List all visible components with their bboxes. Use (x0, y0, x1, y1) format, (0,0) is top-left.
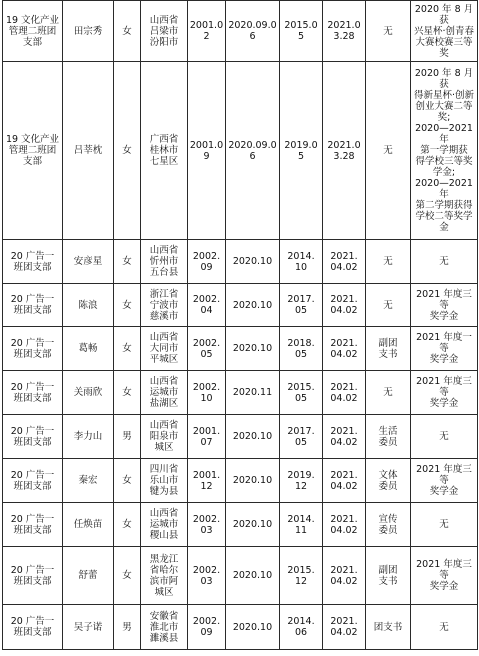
branch-cell-text: 19 文化产业 管理二班团 支部 (5, 14, 60, 48)
origin-cell-text: 山西省 忻州市 五台县 (149, 245, 179, 278)
league-join-date-cell-text: 2014. 06 (287, 616, 315, 638)
birth-date-cell-text: 2002. 09 (192, 616, 221, 638)
branch-cell-text: 20 广告一 班团支部 (10, 294, 55, 316)
gender-cell (114, 284, 141, 327)
branch-cell-text: 20 广告一 班团支部 (10, 337, 55, 360)
awards-cell (411, 547, 478, 605)
position-cell-text: 无 (383, 145, 393, 156)
table-row (3, 327, 478, 371)
awards-cell (411, 62, 478, 240)
table-body (3, 1, 478, 650)
activist-date-cell-text: 2021. 04.02 (330, 337, 358, 360)
gender-cell-text: 女 (122, 387, 132, 398)
birth-date-cell (188, 415, 226, 459)
application-date-cell-text: 2020.10 (232, 256, 273, 267)
birth-date-cell (188, 503, 226, 547)
name-cell (63, 605, 114, 650)
awards-cell (411, 371, 478, 415)
awards-cell-text: 2021 年度一 等 奖学金 (416, 332, 472, 365)
table-row (3, 284, 478, 327)
application-date-cell-text: 2020.10 (232, 570, 273, 581)
origin-cell (141, 459, 188, 503)
activist-date-cell (323, 284, 366, 327)
league-join-date-cell-text: 2015.0 5 (284, 20, 318, 42)
origin-cell-text: 山西省 大同市 平城区 (149, 332, 179, 365)
application-date-cell (226, 284, 280, 327)
position-cell-text: 无 (383, 25, 393, 37)
league-join-date-cell-text: 2019. 12 (287, 469, 315, 492)
branch-cell (3, 371, 63, 415)
activist-date-cell (323, 459, 366, 503)
league-join-date-cell (280, 327, 323, 371)
application-date-cell-text: 2020.09.0 6 (228, 139, 277, 162)
name-cell (63, 547, 114, 605)
birth-date-cell-text: 2001.0 9 (189, 139, 224, 162)
position-cell (366, 371, 411, 415)
name-cell (63, 240, 114, 284)
branch-cell-text: 20 广告一 班团支部 (10, 469, 55, 492)
application-date-cell (226, 605, 280, 650)
league-join-date-cell (280, 1, 323, 62)
activist-date-cell (323, 415, 366, 459)
origin-cell (141, 547, 188, 605)
origin-cell-text: 黑龙江 省哈尔 滨市阿 城区 (149, 553, 179, 598)
league-join-date-cell (280, 62, 323, 240)
branch-cell (3, 62, 63, 240)
activist-date-cell (323, 327, 366, 371)
awards-cell-text: 2021 年度三 等 奖学金 (416, 288, 472, 322)
birth-date-cell (188, 284, 226, 327)
application-date-cell (226, 371, 280, 415)
gender-cell (114, 459, 141, 503)
branch-cell (3, 547, 63, 605)
table-row (3, 503, 478, 547)
name-cell-text: 葛畅 (78, 343, 98, 354)
gender-cell-text: 女 (122, 343, 132, 354)
awards-cell-text: 无 (439, 431, 449, 442)
position-cell-text: 副团 支书 (378, 564, 398, 587)
origin-cell-text: 山西省 运城市 盐湖区 (149, 376, 179, 409)
origin-cell-text: 广西省 桂林市 七星区 (149, 134, 179, 167)
table-row (3, 605, 478, 650)
gender-cell-text: 男 (122, 431, 132, 442)
league-join-date-cell-text: 2019.0 5 (284, 139, 318, 162)
birth-date-cell (188, 327, 226, 371)
activist-date-cell-text: 2021.0 3.28 (327, 139, 361, 162)
birth-date-cell-text: 2001. 07 (192, 425, 221, 448)
gender-cell (114, 503, 141, 547)
table-row (3, 547, 478, 605)
gender-cell-text: 女 (122, 299, 132, 311)
origin-cell-text: 山西省 阳泉市 城区 (149, 420, 179, 453)
origin-cell (141, 284, 188, 327)
name-cell-text: 关雨欣 (73, 387, 103, 398)
league-join-date-cell-text: 2017. 05 (287, 425, 315, 448)
birth-date-cell (188, 1, 226, 62)
position-cell (366, 1, 411, 62)
name-cell-text: 任焕苗 (73, 519, 103, 530)
awards-cell-text: 无 (439, 621, 449, 633)
gender-cell (114, 1, 141, 62)
origin-cell-text: 山西省 运城市 稷山县 (149, 508, 179, 541)
branch-cell-text: 20 广告一 班团支部 (10, 564, 55, 587)
gender-cell-text: 女 (122, 25, 132, 37)
origin-cell-text: 安徽省 淮北市 濉溪县 (149, 610, 179, 644)
table-row (3, 62, 478, 240)
birth-date-cell-text: 2001. 12 (192, 469, 221, 492)
branch-cell-text: 20 广告一 班团支部 (10, 616, 55, 638)
activist-date-cell-text: 2021. 04.02 (330, 564, 358, 587)
activist-date-cell-text: 2021. 04.02 (330, 616, 358, 638)
application-date-cell-text: 2020.10 (232, 519, 273, 530)
name-cell (63, 327, 114, 371)
table-row (3, 459, 478, 503)
branch-cell (3, 605, 63, 650)
origin-cell (141, 503, 188, 547)
awards-cell (411, 284, 478, 327)
awards-cell (411, 1, 478, 62)
position-cell-text: 无 (383, 299, 393, 311)
birth-date-cell-text: 2001.0 2 (189, 20, 224, 42)
origin-cell (141, 1, 188, 62)
gender-cell (114, 62, 141, 240)
position-cell (366, 62, 411, 240)
name-cell-text: 秦宏 (78, 475, 98, 486)
birth-date-cell-text: 2002. 05 (192, 337, 221, 360)
application-date-cell-text: 2020.11 (232, 387, 273, 398)
name-cell (63, 1, 114, 62)
awards-cell-text: 2021 年度三 等 奖学金 (416, 464, 472, 497)
name-cell (63, 371, 114, 415)
awards-cell-text: 2020 年 8 月获 得新星杯·创新 创业大赛二等 奖; 2020—2021 年 第一学期获 得学校三等奖 学金; 2020—2021 年 第二学期获得 学校二等奖学 金 (413, 68, 475, 233)
activist-date-cell (323, 240, 366, 284)
activist-date-cell (323, 62, 366, 240)
activist-date-cell-text: 2021. 04.02 (330, 469, 358, 492)
name-cell-text: 舒蕾 (78, 570, 98, 581)
birth-date-cell-text: 2002. 03 (192, 513, 221, 536)
position-cell-text: 文体 委员 (378, 469, 398, 492)
position-cell (366, 459, 411, 503)
league-join-date-cell (280, 284, 323, 327)
application-date-cell (226, 503, 280, 547)
table-row (3, 240, 478, 284)
birth-date-cell (188, 240, 226, 284)
position-cell-text: 无 (383, 387, 393, 398)
gender-cell (114, 327, 141, 371)
origin-cell (141, 240, 188, 284)
name-cell (63, 415, 114, 459)
gender-cell (114, 415, 141, 459)
name-cell-text: 李力山 (73, 431, 103, 442)
league-join-date-cell-text: 2014. 11 (287, 513, 315, 536)
application-date-cell-text: 2020.10 (232, 475, 273, 486)
position-cell-text: 宣传 委员 (378, 513, 398, 536)
activist-date-cell-text: 2021. 04.02 (330, 294, 358, 316)
awards-cell (411, 415, 478, 459)
name-cell-text: 吴子诺 (73, 621, 103, 633)
league-join-date-cell (280, 371, 323, 415)
name-cell (63, 284, 114, 327)
application-date-cell-text: 2020.10 (232, 621, 273, 633)
application-date-cell-text: 2020.10 (232, 343, 273, 354)
name-cell-text: 吕莘枕 (73, 145, 103, 156)
origin-cell (141, 62, 188, 240)
application-date-cell-text: 2020.09.0 6 (228, 20, 277, 42)
name-cell (63, 62, 114, 240)
birth-date-cell (188, 605, 226, 650)
league-join-date-cell-text: 2018. 05 (287, 337, 315, 360)
league-join-date-cell-text: 2015. 12 (287, 564, 315, 587)
gender-cell (114, 547, 141, 605)
birth-date-cell (188, 459, 226, 503)
name-cell-text: 安彦星 (73, 256, 103, 267)
application-date-cell (226, 240, 280, 284)
branch-cell-text: 20 广告一 班团支部 (10, 381, 55, 404)
position-cell-text: 副团 支书 (378, 337, 398, 360)
branch-cell (3, 415, 63, 459)
position-cell (366, 284, 411, 327)
activist-date-cell-text: 2021. 04.02 (330, 381, 358, 404)
application-date-cell (226, 1, 280, 62)
awards-cell (411, 503, 478, 547)
league-join-date-cell (280, 547, 323, 605)
branch-cell (3, 240, 63, 284)
gender-cell (114, 605, 141, 650)
birth-date-cell (188, 371, 226, 415)
activist-date-cell (323, 547, 366, 605)
application-date-cell (226, 547, 280, 605)
application-date-cell (226, 415, 280, 459)
position-cell-text: 无 (383, 256, 393, 267)
name-cell (63, 503, 114, 547)
origin-cell (141, 605, 188, 650)
application-date-cell-text: 2020.10 (232, 299, 273, 311)
league-join-date-cell-text: 2017. 05 (287, 294, 315, 316)
branch-cell (3, 1, 63, 62)
activist-date-cell (323, 503, 366, 547)
position-cell (366, 240, 411, 284)
gender-cell-text: 女 (122, 256, 132, 267)
awards-cell-text: 2021 年度三 等 奖学金 (416, 376, 472, 409)
application-date-cell (226, 327, 280, 371)
gender-cell (114, 240, 141, 284)
position-cell (366, 503, 411, 547)
league-join-date-cell (280, 240, 323, 284)
gender-cell-text: 女 (122, 519, 132, 530)
gender-cell-text: 女 (122, 475, 132, 486)
table-row (3, 1, 478, 62)
origin-cell (141, 371, 188, 415)
league-join-date-cell (280, 605, 323, 650)
birth-date-cell-text: 2002. 09 (192, 250, 221, 273)
application-date-cell (226, 459, 280, 503)
branch-cell (3, 284, 63, 327)
branch-cell-text: 20 广告一 班团支部 (10, 250, 55, 273)
activist-date-cell-text: 2021. 04.02 (330, 425, 358, 448)
position-cell (366, 415, 411, 459)
birth-date-cell (188, 62, 226, 240)
birth-date-cell-text: 2002. 03 (192, 564, 221, 587)
position-cell-text: 生活 委员 (378, 425, 398, 448)
branch-cell-text: 20 广告一 班团支部 (10, 425, 55, 448)
league-join-date-cell (280, 459, 323, 503)
member-table (2, 0, 478, 650)
awards-cell (411, 240, 478, 284)
position-cell (366, 327, 411, 371)
awards-cell-text: 2021 年度三 等 奖学金 (416, 559, 472, 592)
table-row (3, 415, 478, 459)
table-row (3, 371, 478, 415)
gender-cell-text: 男 (122, 621, 132, 633)
birth-date-cell-text: 2002. 10 (192, 381, 221, 404)
origin-cell (141, 415, 188, 459)
activist-date-cell-text: 2021. 04.02 (330, 513, 358, 536)
branch-cell (3, 459, 63, 503)
league-join-date-cell-text: 2015. 05 (287, 381, 315, 404)
position-cell-text: 团支书 (373, 621, 403, 633)
league-join-date-cell (280, 415, 323, 459)
application-date-cell (226, 62, 280, 240)
position-cell (366, 605, 411, 650)
origin-cell-text: 四川省 乐山市 犍为县 (149, 464, 179, 497)
awards-cell (411, 459, 478, 503)
gender-cell (114, 371, 141, 415)
awards-cell (411, 605, 478, 650)
birth-date-cell-text: 2002. 04 (192, 294, 221, 316)
origin-cell-text: 山西省 吕梁市 汾阳市 (149, 14, 179, 48)
gender-cell-text: 女 (122, 145, 132, 156)
activist-date-cell-text: 2021. 04.02 (330, 250, 358, 273)
branch-cell-text: 19 文化产业 管理二班团 支部 (5, 134, 60, 167)
name-cell (63, 459, 114, 503)
awards-cell (411, 327, 478, 371)
position-cell (366, 547, 411, 605)
name-cell-text: 陈浪 (78, 299, 98, 311)
awards-cell-text: 无 (439, 519, 449, 530)
league-join-date-cell-text: 2014. 10 (287, 250, 315, 273)
league-join-date-cell (280, 503, 323, 547)
name-cell-text: 田宗秀 (73, 25, 103, 37)
activist-date-cell (323, 605, 366, 650)
gender-cell-text: 女 (122, 570, 132, 581)
activist-date-cell-text: 2021.0 3.28 (327, 20, 361, 42)
branch-cell (3, 503, 63, 547)
origin-cell (141, 327, 188, 371)
awards-cell-text: 2020 年 8 月获 兴星杯·创青春 大赛校赛三等 奖 (413, 3, 475, 59)
activist-date-cell (323, 371, 366, 415)
branch-cell (3, 327, 63, 371)
activist-date-cell (323, 1, 366, 62)
branch-cell-text: 20 广告一 班团支部 (10, 513, 55, 536)
origin-cell-text: 浙江省 宁波市 慈溪市 (149, 288, 179, 322)
awards-cell-text: 无 (439, 256, 449, 267)
birth-date-cell (188, 547, 226, 605)
application-date-cell-text: 2020.10 (232, 431, 273, 442)
